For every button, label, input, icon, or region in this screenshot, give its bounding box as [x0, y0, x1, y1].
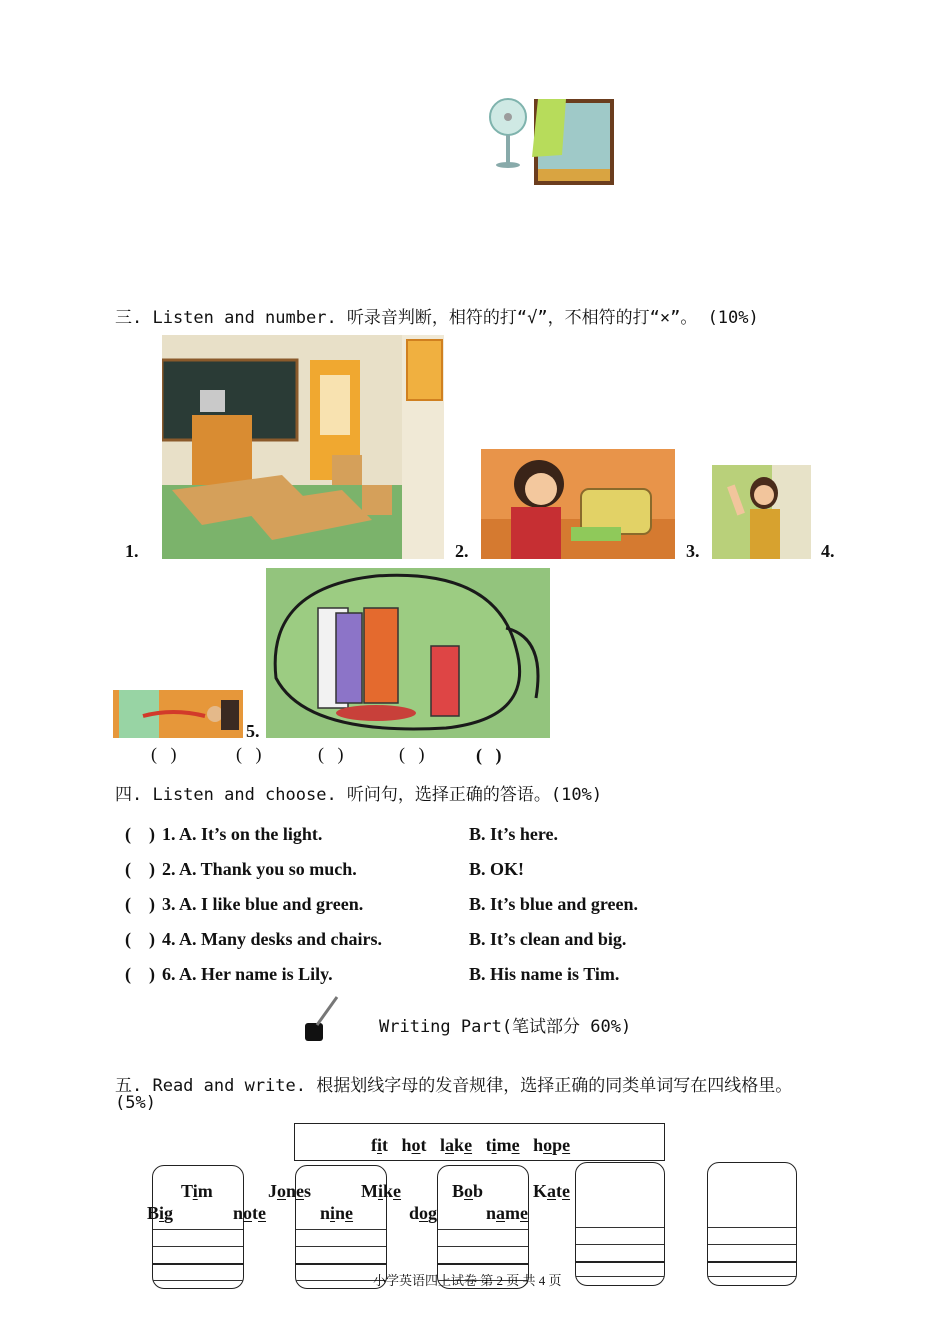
- item-number-1: 1.: [125, 541, 139, 561]
- choice-a-2: 2. A. Thank you so much.: [162, 859, 357, 879]
- choice-bracket-4[interactable]: ( ): [125, 929, 155, 949]
- choice-b-4: B. It’s clean and big.: [469, 929, 627, 949]
- door-picture: [113, 690, 243, 738]
- section5-heading-score: (5%): [115, 1093, 156, 1113]
- word-note: note: [233, 1203, 267, 1223]
- bank-word-hope: hope: [533, 1135, 571, 1155]
- word-kate: Kate: [533, 1181, 571, 1201]
- word-mike: Mike: [361, 1181, 402, 1201]
- word-nine: nine: [320, 1203, 354, 1223]
- word-bob: Bob: [452, 1181, 484, 1201]
- girl-schoolbag-picture: [481, 449, 675, 559]
- choice-a-1: 1. A. It’s on the light.: [162, 824, 323, 844]
- item-number-3: 3.: [686, 541, 700, 561]
- choice-b-2: B. OK!: [469, 859, 525, 879]
- section5-heading: 五. Read and write. 根据划线字母的发音规律，选择正确的同类单词写在四线格里。: [115, 1076, 793, 1096]
- answer-bracket-1[interactable]: ( ): [151, 744, 177, 764]
- bank-word-fit: fit: [371, 1135, 389, 1155]
- bank-word-time: time: [485, 1135, 520, 1155]
- word-tim: Tim: [181, 1181, 213, 1201]
- section3-heading: 三. Listen and number. 听录音判断，相符的打“√”，不相符的打“×”。 (10%): [115, 308, 759, 328]
- choice-bracket-2[interactable]: ( ): [125, 859, 155, 879]
- item-number-2: 2.: [455, 541, 469, 561]
- choice-b-1: B. It’s here.: [469, 824, 558, 844]
- answer-bracket-2[interactable]: ( ): [236, 744, 262, 764]
- choice-bracket-5[interactable]: ( ): [125, 964, 155, 984]
- word-bank: [371, 1135, 570, 1156]
- word-big: Big: [147, 1203, 174, 1223]
- woman-waving-picture: [712, 465, 811, 559]
- word-dog: dog: [409, 1203, 438, 1223]
- choice-a-5: 6. A. Her name is Lily.: [162, 964, 333, 984]
- fan-window-picture: [484, 95, 624, 187]
- writing-part-title: Writing Part(笔试部分 60%): [379, 1017, 632, 1037]
- page-footer: 小学英语四上试卷 第 2 页 共 4 页: [373, 1273, 562, 1288]
- choice-b-5: B. His name is Tim.: [469, 964, 620, 984]
- writing-card-5[interactable]: [707, 1162, 797, 1286]
- classroom-picture: [162, 335, 444, 559]
- choice-a-4: 4. A. Many desks and chairs.: [162, 929, 383, 949]
- choice-b-3: B. It’s blue and green.: [469, 894, 639, 914]
- writing-card-4[interactable]: [575, 1162, 665, 1286]
- word-jones: Jones: [268, 1181, 312, 1201]
- choice-bracket-1[interactable]: ( ): [125, 824, 155, 844]
- bag-books-picture: [266, 568, 550, 738]
- bank-word-lake: lake: [440, 1135, 473, 1155]
- bank-word-hot: hot: [401, 1135, 427, 1155]
- choice-bracket-3[interactable]: ( ): [125, 894, 155, 914]
- answer-bracket-4[interactable]: ( ): [399, 744, 425, 764]
- item-number-5: 5.: [246, 721, 260, 741]
- word-name: name: [486, 1203, 529, 1223]
- answer-bracket-5[interactable]: ( ): [476, 745, 502, 765]
- answer-bracket-3[interactable]: ( ): [318, 744, 344, 764]
- pen-icon: [303, 995, 343, 1043]
- choice-a-3: 3. A. I like blue and green.: [162, 894, 364, 914]
- section4-heading: 四. Listen and choose. 听问句，选择正确的答语。(10%): [115, 785, 603, 805]
- item-number-4: 4.: [821, 541, 835, 561]
